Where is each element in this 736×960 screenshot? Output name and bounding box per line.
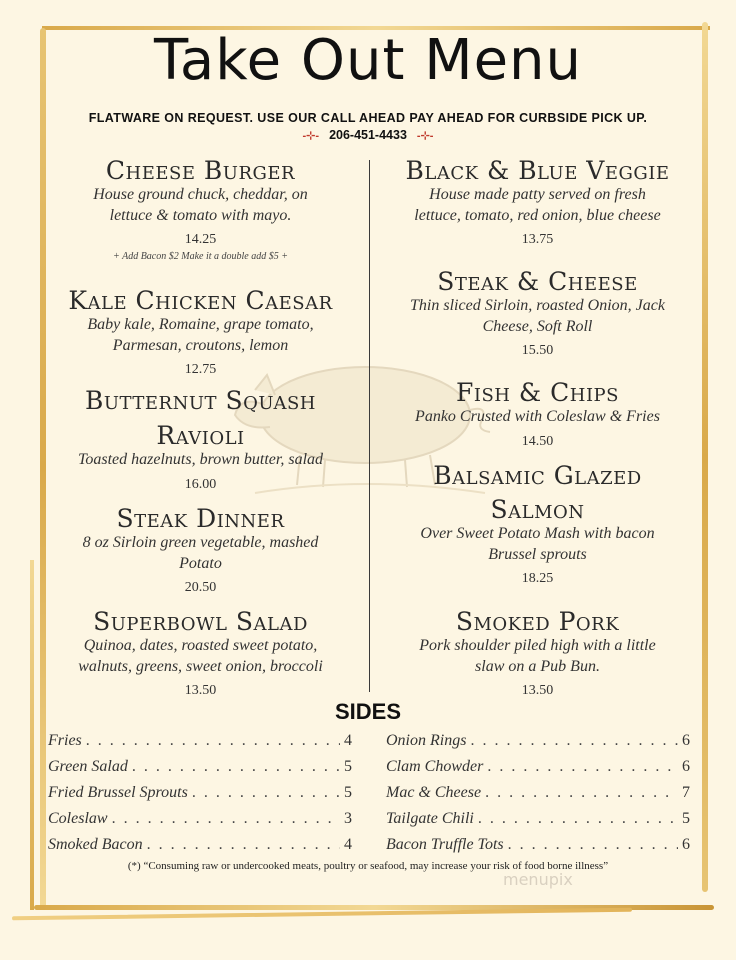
item-desc: Pork shoulder piled high with a little: [419, 637, 656, 654]
item-price: 16.00: [184, 476, 217, 492]
phone-row: [0, 128, 736, 142]
curbside-notice: FLATWARE ON REQUEST. USE OUR CALL AHEAD PAY AHEAD FOR CURBSIDE PICK UP.: [88, 111, 648, 125]
side-price: 4: [344, 836, 352, 853]
side-item: [48, 784, 352, 802]
item-addons: + Add Bacon $2 Make it a double add $5 +: [113, 251, 288, 262]
item-desc: Toasted hazelnuts, brown butter, salad: [77, 451, 324, 468]
side-price: 6: [682, 758, 690, 775]
side-item: [386, 732, 690, 750]
side-name: Green Salad: [48, 758, 128, 775]
side-item: [386, 758, 690, 776]
page-title: Take Out Menu: [153, 28, 583, 93]
side-price: 5: [344, 758, 352, 775]
item-desc: walnuts, greens, sweet onion, broccoli: [78, 657, 323, 675]
item-desc: lettuce & tomato with mayo.: [109, 206, 292, 224]
item-name: Smoked Pork: [455, 607, 620, 636]
item-name: Cheese Burger: [105, 156, 296, 185]
side-name: Smoked Bacon: [48, 836, 143, 853]
side-name: Fried Brussel Sprouts: [48, 784, 188, 801]
menu-item-cheese-burger: [48, 156, 353, 262]
menu-item-fish-chips: [380, 378, 695, 453]
dot-leader: [487, 758, 678, 776]
side-item: [386, 784, 690, 802]
menu-item-smoked-pork: [380, 607, 695, 702]
side-name: Tailgate Chili: [386, 810, 474, 827]
item-desc: Baby kale, Romaine, grape tomato,: [87, 316, 314, 333]
item-desc: Quinoa, dates, roasted sweet potato,: [83, 637, 318, 654]
side-name: Fries: [48, 732, 82, 749]
item-name: Salmon: [490, 495, 585, 524]
item-desc: lettuce, tomato, red onion, blue cheese: [414, 206, 661, 224]
item-price: 13.75: [521, 232, 554, 247]
side-price: 6: [682, 732, 690, 749]
item-name: Fish & Chips: [455, 378, 619, 407]
item-desc: Thin sliced Sirloin, roasted Onion, Jack: [410, 297, 665, 314]
frame-left: [40, 28, 46, 908]
item-desc: Potato: [179, 554, 222, 572]
item-price: 13.50: [184, 683, 217, 698]
item-desc: slaw on a Pub Bun.: [475, 657, 600, 675]
item-name: Kale Chicken Caesar: [68, 286, 333, 315]
side-item: [48, 836, 352, 854]
dot-leader: [112, 810, 340, 828]
side-price: 5: [344, 784, 352, 801]
menu-item-kale-chicken-caesar: [48, 286, 353, 381]
item-name: Steak Dinner: [116, 504, 285, 533]
phone-number[interactable]: 206-451-4433: [329, 128, 407, 142]
item-desc: Brussel sprouts: [488, 545, 587, 563]
dot-leader: [86, 732, 340, 750]
item-name: Steak & Cheese: [437, 267, 638, 296]
menu-item-balsamic-salmon: [380, 461, 695, 590]
frame-left-accent: [30, 560, 34, 910]
frame-right: [702, 22, 708, 892]
side-item: [48, 758, 352, 776]
menu-item-black-blue-veggie: [380, 156, 695, 251]
item-name: Black & Blue Veggie: [405, 156, 670, 185]
side-name: Mac & Cheese: [386, 784, 482, 801]
dot-leader: [485, 784, 678, 802]
ornament-icon: -⊹-: [302, 130, 320, 142]
watermark: menupix: [503, 870, 573, 889]
item-price: 20.50: [184, 580, 217, 595]
side-price: 6: [682, 836, 690, 853]
food-safety-disclaimer: (*) “Consuming raw or undercooked meats, poultry or seafood, may increase your risk of food borne illness”: [127, 860, 609, 872]
item-desc: 8 oz Sirloin green vegetable, mashed: [82, 534, 319, 551]
menu-item-superbowl-salad: [48, 607, 353, 702]
dot-leader: [132, 758, 340, 776]
side-price: 4: [344, 732, 352, 749]
side-name: Clam Chowder: [386, 758, 484, 775]
menu-item-butternut-ravioli: [48, 386, 353, 496]
item-price: 14.25: [184, 232, 217, 247]
menu-item-steak-dinner: [48, 504, 353, 599]
item-desc: Over Sweet Potato Mash with bacon: [420, 525, 655, 542]
side-item: [48, 732, 352, 750]
item-price: 15.50: [521, 343, 554, 358]
side-item: [386, 810, 690, 828]
side-price: 3: [344, 810, 352, 827]
item-price: 14.50: [521, 433, 554, 449]
item-desc: Panko Crusted with Coleslaw & Fries: [415, 408, 660, 425]
item-name: Ravioli: [156, 421, 245, 450]
menu-item-steak-cheese: [380, 267, 695, 362]
item-name: Superbowl Salad: [93, 607, 308, 636]
item-desc: Parmesan, croutons, lemon: [112, 336, 289, 354]
item-name: Balsamic Glazed: [433, 461, 642, 490]
dot-leader: [192, 784, 340, 802]
column-divider: [369, 160, 370, 692]
side-name: Onion Rings: [386, 732, 467, 749]
item-price: 13.50: [521, 683, 554, 698]
sides-heading: SIDES: [334, 699, 402, 724]
side-price: 7: [682, 784, 690, 801]
item-desc: House ground chuck, cheddar, on: [93, 186, 308, 203]
item-price: 18.25: [521, 571, 554, 586]
side-price: 5: [682, 810, 690, 827]
dot-leader: [147, 836, 340, 854]
dot-leader: [470, 732, 678, 750]
side-name: Bacon Truffle Tots: [386, 836, 504, 853]
item-name: Butternut Squash: [85, 386, 316, 415]
ornament-icon: -⊹-: [416, 130, 434, 142]
item-desc: House made patty served on fresh: [429, 186, 646, 203]
side-name: Coleslaw: [48, 810, 108, 827]
side-item: [48, 810, 352, 828]
dot-leader: [508, 836, 678, 854]
item-desc: Cheese, Soft Roll: [482, 317, 593, 335]
side-item: [386, 836, 690, 854]
item-price: 12.75: [184, 362, 217, 377]
dot-leader: [478, 810, 678, 828]
